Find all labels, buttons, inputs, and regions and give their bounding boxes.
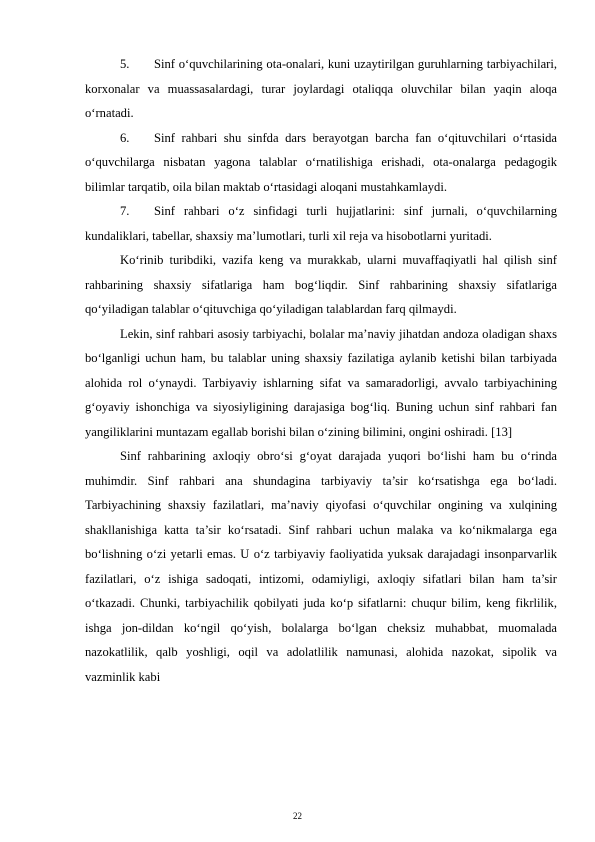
page-number: 22 <box>293 811 302 821</box>
page-body <box>85 52 557 689</box>
paragraph-text: Sinf rahbarining axloqiy obro‘si g‘oyat darajada yuqori bo‘lishi ham bu o‘rinda muhimdir. Sinf rahbari ana shundagina tarbiyaviy ta’sir ko‘rsatishga ega bo‘ladi. Tarbiyachining shaxsiy fazilatlari, ma’naviy qiyofasi o‘quvchilar ongining va xulqining shakllanishiga katta ta’sir ko‘rsatadi. Sinf rahbari uchun malaka va ko‘nikmalarga ega bo‘lishning o‘zi yetarli emas. U o‘z tarbiyaviy faoliyatida yuksak darajadagi insonparvarlik fazilatlari, o‘z ishiga sadoqati, intizomi, odamiyligi, axloqiy sifatlari bilan ham ta’sir o‘tkazadi. Chunki, tarbiyachilik qobilyati juda ko‘p sifatlarni: chuqur bilim, keng fikrlilik, ishga jon-dildan ko‘ngil qo‘yish, bolalarga bo‘lgan cheksiz muhabbat, muomalada nazokatlilik, qalb yoshligi, oqil va adolatlilik namunasi, alohida nazokat, sipolik va vazminlik kabi <box>85 449 557 684</box>
paragraph-text: Sinf o‘quvchilarining ota-onalari, kuni uzaytirilgan guruhlarning tarbiyachilari, korxonalar va muassasalardagi, turar joylardagi otaliqqa oluvchilar bilan yaqin aloqa o‘rnatadi. <box>85 57 557 120</box>
paragraph-item-5 <box>85 52 557 126</box>
paragraph-item-7 <box>85 199 557 248</box>
paragraph-item-6 <box>85 126 557 200</box>
paragraph-text: Sinf rahbari shu sinfda dars berayotgan barcha fan o‘qituvchilari o‘rtasida o‘quvchilarga nisbatan yagona talablar o‘rnatilishiga erishadi, ota-onalarga pedagogik bilimlar tarqatib, oila bilan maktab o‘rtasidagi aloqani mustahkamlaydi. <box>85 130 557 194</box>
list-number: 5. <box>120 57 130 71</box>
paragraph-text: Ko‘rinib turibdiki, vazifa keng va murakkab, ularni muvaffaqiyatli hal qilish sinf rahbarining shaxsiy sifatlariga ham bog‘liqdir. Sinf rahbarining shaxsiy sifatlariga qo‘yiladigan talablar o‘qituvchiga qo‘yiladigan talablardan farq qilmaydi. <box>85 253 557 316</box>
list-number: 6. <box>120 130 130 145</box>
paragraph-text: Sinf rahbari o‘z sinfidagi turli hujjatlarini: sinf jurnali, o‘quvchilarning kundaliklari, tabellar, shaxsiy ma’lumotlari, turli xil reja va hisobotlarni yuritadi. <box>85 204 557 243</box>
paragraph-text: Lekin, sinf rahbari asosiy tarbiyachi, bolalar ma’naviy jihatdan andoza oladigan shaxs bo‘lganligi uchun ham, bu talablar uning shaxsiy fazilatiga aylanib ketishi bilan tarbiyada alohida rol o‘ynaydi. Tarbiyaviy ishlarning sifat va samaradorligi, avvalo tarbiyachining g‘oyaviy ishonchiga va siyosiyligining darajasiga bog‘liq. Buning uchun sinf rahbari fan yangiliklarini muntazam egallab borishi bilan o‘zining bilimini, ongini oshiradi. [13] <box>85 326 557 439</box>
list-number: 7. <box>120 204 130 218</box>
